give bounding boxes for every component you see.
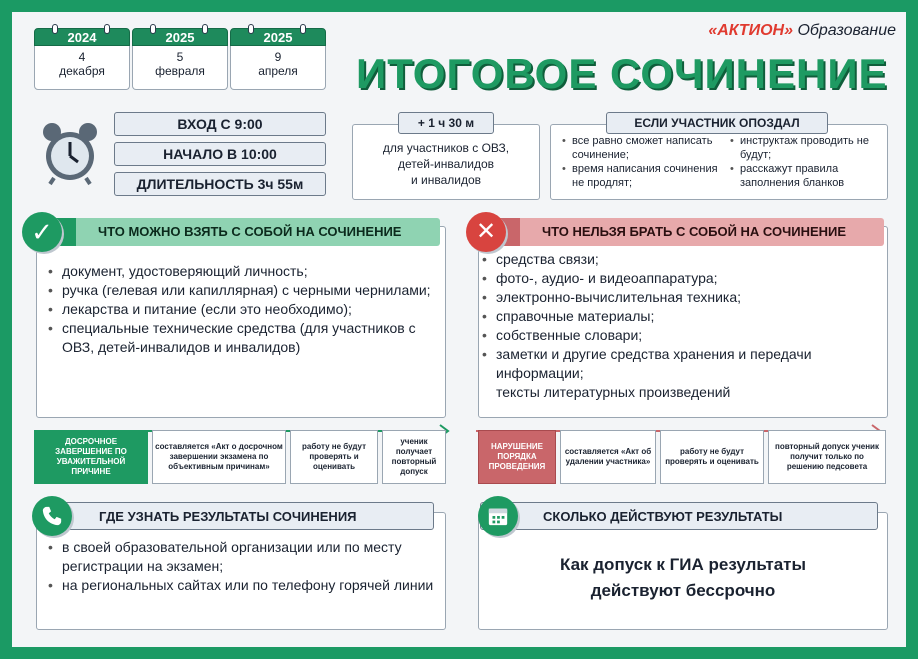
extra-text-line: и инвалидов (410, 173, 482, 187)
flow-step: составляется «Акт об удалении участника» (560, 430, 656, 484)
date-day: 4 (78, 50, 86, 64)
date-day: 9 (274, 50, 282, 64)
extra-text-line: детей-инвалидов (397, 157, 494, 171)
results-valid-line: действуют бессрочно (590, 581, 776, 600)
calendar-icon (478, 496, 518, 536)
list-item: • лекарства и питание (если это необходимо); (48, 300, 438, 319)
phone-icon (32, 496, 72, 536)
date-card-2 (132, 28, 228, 90)
date-year: 2025 (230, 28, 326, 46)
late-title: ЕСЛИ УЧАСТНИК ОПОЗДАЛ (606, 112, 828, 134)
extra-time-label: + 1 ч 30 м (398, 112, 494, 134)
date-month: февраля (155, 64, 205, 78)
flow-step: составляется «Акт о досрочном завершении экзамена по объективным причинам» (152, 430, 286, 484)
calendar-glyph (487, 505, 509, 527)
list-item: • заметки и другие средства хранения и передачи информации; (482, 345, 882, 383)
late-list-left (562, 134, 718, 190)
list-item: • фото-, аудио- и видеоаппаратура; (482, 269, 882, 288)
list-item: тексты литературных произведений (496, 384, 731, 400)
late-list-right (730, 134, 886, 190)
list-item: • электронно-вычислительная техника; (482, 288, 882, 307)
results-valid-text (478, 552, 888, 604)
page-title: ИТОГОВОЕ СОЧИНЕНИЕ (356, 50, 888, 97)
flow-step: повторный допуск ученик получит только по решению педсовета (768, 430, 886, 484)
entry-time: ВХОД С 9:00 (114, 112, 326, 136)
list-item: • на региональных сайтах или по телефону горячей линии (48, 576, 438, 595)
list-item: • время написания сочинения не продлят; (562, 162, 718, 190)
flow-step: работу не будут проверять и оценивать (290, 430, 378, 484)
start-time: НАЧАЛО В 10:00 (114, 142, 326, 166)
ring-decoration (52, 24, 58, 34)
ring-decoration (202, 24, 208, 34)
ring-decoration (150, 24, 156, 34)
list-item: • собственные словари; (482, 326, 882, 345)
date-year: 2025 (132, 28, 228, 46)
list-item: • все равно сможет написать сочинение; (562, 134, 718, 162)
results-where-title: ГДЕ УЗНАТЬ РЕЗУЛЬТАТЫ СОЧИНЕНИЯ (36, 502, 434, 530)
date-card-3 (230, 28, 326, 90)
forbidden-list (482, 250, 882, 402)
flow-step: НАРУШЕНИЕ ПОРЯДКА ПРОВЕДЕНИЯ (478, 430, 556, 484)
allowed-title: ЧТО МОЖНО ВЗЯТЬ С СОБОЙ НА СОЧИНЕНИЕ (36, 218, 440, 246)
flow-step: ДОСРОЧНОЕ ЗАВЕРШЕНИЕ ПО УВАЖИТЕЛЬНОЙ ПРИЧИНЕ (34, 430, 148, 484)
list-item: • инструктаж проводить не будут; (730, 134, 886, 162)
list-item: • справочные материалы; (482, 307, 882, 326)
results-valid-line: Как допуск к ГИА результаты (560, 555, 806, 574)
date-year: 2024 (34, 28, 130, 46)
cross-icon: ✕ (466, 212, 506, 252)
phone-glyph (41, 505, 63, 527)
list-item: • в своей образовательной организации или по месту регистрации на экзамен; (48, 538, 438, 576)
flow-step: работу не будут проверять и оценивать (660, 430, 764, 484)
aktion-logo (708, 22, 896, 40)
allowed-list (48, 262, 438, 357)
forbidden-title: ЧТО НЕЛЬЗЯ БРАТЬ С СОБОЙ НА СОЧИНЕНИЕ (480, 218, 884, 246)
logo-sub: Образование (797, 22, 896, 39)
logo-brand: «АКТИОН» (708, 22, 793, 39)
ring-decoration (300, 24, 306, 34)
alarm-clock-icon (38, 120, 102, 186)
list-item: • специальные технические средства (для участников с ОВЗ, детей-инвалидов и инвалидов) (48, 319, 438, 357)
ring-decoration (248, 24, 254, 34)
list-item: • ручка (гелевая или капиллярная) с черными чернилами; (48, 281, 438, 300)
check-icon: ✓ (22, 212, 62, 252)
duration: ДЛИТЕЛЬНОСТЬ 3ч 55м (114, 172, 326, 196)
date-month: декабря (59, 64, 105, 78)
list-item: • средства связи; (482, 250, 882, 269)
ring-decoration (104, 24, 110, 34)
extra-time-text (352, 140, 540, 188)
results-valid-title: СКОЛЬКО ДЕЙСТВУЮТ РЕЗУЛЬТАТЫ (480, 502, 878, 530)
date-day: 5 (176, 50, 184, 64)
list-item: • расскажут правила заполнения бланков (730, 162, 886, 190)
results-where-list (48, 538, 438, 595)
date-card-1 (34, 28, 130, 90)
list-item: • документ, удостоверяющий личность; (48, 262, 438, 281)
date-month: апреля (258, 64, 298, 78)
extra-text-line: для участников с ОВЗ, (382, 141, 510, 155)
flow-step: ученик получает повторный допуск (382, 430, 446, 484)
